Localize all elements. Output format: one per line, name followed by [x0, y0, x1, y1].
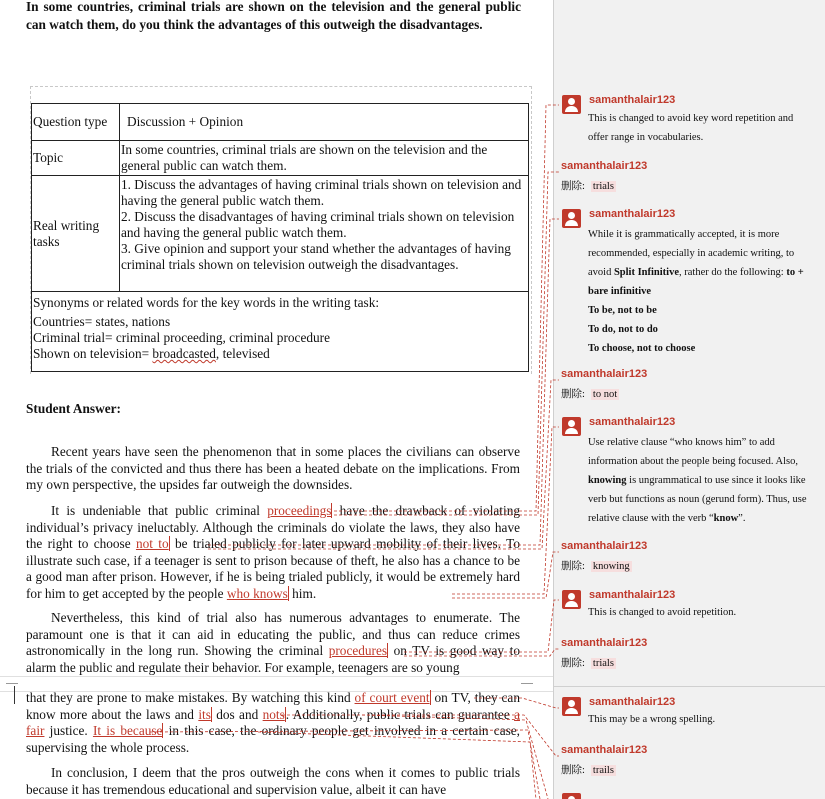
avatar: [562, 697, 581, 716]
synonym-criminal-trial: Criminal trial= criminal proceeding, criminal procedure: [33, 330, 330, 345]
comment-author: samanthalair123: [561, 540, 648, 552]
comment-author: samanthalair123: [561, 744, 648, 756]
comment-author: samanthalair123: [589, 94, 676, 106]
avatar: [562, 417, 581, 436]
comment-text-part: Use relative clause “who knows him” to add information about the people being focused. Also,: [588, 437, 798, 467]
essay-text: . Additionally, public trials can guarantee: [285, 706, 515, 722]
essay-paragraph-1: Recent years have seen the phenomenon that in some places the civilians can observe the trials of the convicted and thus there has been a heated debate on the implications. From my own perspective, the upsides far outweigh the downsides.: [26, 444, 520, 492]
comment-author: samanthalair123: [589, 208, 676, 220]
deletion-line: [561, 386, 619, 401]
real-task-item: 3. Give opinion and support your stand whether the advantages of having criminal trials shown on television outweigh the disadvantages.: [121, 241, 511, 272]
synonym-shown-suffix: , televised: [215, 346, 270, 361]
essay-text: Nevertheless, this kind of trial also has numerous advantages to enumerate. The paramount one is that it can aid in educating the public, and thus can reduce crimes astronomically in the long run. Showing the criminal: [26, 610, 520, 658]
inserted-text[interactable]: nots: [262, 706, 285, 722]
comment-text-part: While it is grammatically accepted, it is more recommended, especially in academic writing, to avoid: [588, 229, 795, 278]
comment-text-part: is ungrammatical to use since it looks like verb but functions as noun (gerund form). Thus, use relative clause with the verb “: [588, 475, 807, 524]
essay-paragraph-2: [26, 503, 520, 602]
delete-label: 删除:: [561, 765, 585, 776]
analysis-table: [31, 103, 529, 372]
delete-label: 删除:: [561, 658, 585, 669]
comment-author: samanthalair123: [561, 637, 648, 649]
topic-value: In some countries, criminal trials are shown on the television and the general public can watch them.: [120, 141, 529, 176]
table-row: [32, 176, 529, 292]
real-task-item: 1. Discuss the advantages of having criminal trials shown on television and having the general public watch them.: [121, 177, 522, 208]
essay-text: dos and: [211, 706, 263, 722]
comment-text: This is changed to avoid key word repetition and offer range in vocabularies.: [588, 113, 794, 143]
essay-text: be trialed publicly for later upward mobility of their lives. To illustrate such case, if a teenager is sent to prison because of theft, he also has a chance to be a good man after prison. However, if he is being trialed publicly, it would be extremely hard for him to get accepted by the people: [26, 536, 520, 601]
comment-author: samanthalair123: [561, 368, 648, 380]
comment-text-part: ”.: [738, 513, 746, 524]
table-row: [32, 141, 529, 176]
synonym-shown-on-tv: [33, 346, 527, 362]
essay-text: him.: [288, 585, 317, 601]
essay-text: in this case, the ordinary people get involved in a certain case, supervising the whole process.: [26, 723, 521, 755]
delete-label: 删除:: [561, 389, 585, 400]
synonyms-heading: Synonyms or related words for the key words in the writing task:: [33, 295, 380, 310]
deleted-text: trails: [592, 765, 614, 776]
deleted-text: trials: [592, 658, 614, 669]
comment-bold: Split Infinitive: [613, 267, 680, 278]
task-title: In some countries, criminal trials are shown on the television and the general public can watch them, do you think the advantages of this outweigh the disadvantages.: [26, 0, 521, 32]
deletion-line: [561, 178, 616, 193]
essay-paragraph-3: [26, 610, 520, 676]
delete-label: 删除:: [561, 561, 585, 572]
student-answer-heading: Student Answer:: [26, 401, 121, 416]
table-row: [32, 104, 529, 141]
question-type-label: Question type: [32, 104, 120, 141]
deletion-line: [561, 655, 616, 670]
comment-author: samanthalair123: [589, 416, 676, 428]
real-tasks-cell: [120, 176, 529, 292]
deleted-text: to not: [592, 389, 618, 400]
essay-text: on TV is good way to alarm the public and regulate their behavior. For example, teenagers are so young: [26, 643, 520, 675]
essay-text: It is undeniable that public criminal: [51, 503, 268, 518]
deleted-text: knowing: [592, 561, 630, 572]
synonym-shown-prefix: Shown on television=: [33, 346, 153, 361]
comment-bold: to + bare infinitive: [588, 267, 804, 297]
real-task-item: 2. Discuss the disadvantages of having criminal trials shown on television and having the general public watch them.: [121, 209, 515, 240]
example-line: To be, not to be: [588, 305, 657, 316]
inserted-text[interactable]: It is because: [92, 723, 163, 738]
comments-pane: [553, 0, 825, 799]
comment-text-part: , rather do the following:: [679, 267, 787, 278]
page-corner-mark: [6, 683, 18, 684]
question-type-value: Discussion + Opinion: [120, 104, 529, 141]
spelling-flag: broadcasted: [152, 346, 216, 361]
avatar: [562, 95, 581, 114]
inserted-text[interactable]: who knows: [226, 585, 288, 601]
page-corner-mark: [521, 683, 533, 684]
comment-text: This may be a wrong spelling.: [588, 714, 716, 725]
avatar: [562, 209, 581, 228]
comment-text: [588, 225, 816, 358]
inserted-text[interactable]: a fair: [26, 706, 520, 738]
inserted-text[interactable]: its: [198, 706, 211, 722]
essay-text: have the drawback of violating individual’s privacy ineluctably. Although the criminals do violate the laws, they also have the right to choose: [26, 503, 520, 551]
essay-paragraph-4: In conclusion, I deem that the pros outweigh the cons when it comes to public trials because it has tremendous educational and supervision value, albeit it can have: [26, 765, 520, 797]
inserted-text[interactable]: procedures: [328, 643, 388, 658]
example-line: To choose, not to choose: [588, 343, 696, 354]
example-line: To do, not to do: [588, 324, 658, 335]
comment-author: samanthalair123: [589, 696, 676, 708]
comment-author: samanthalair123: [589, 589, 676, 601]
deleted-text: trials: [592, 181, 614, 192]
avatar: [562, 590, 581, 609]
delete-label: 删除:: [561, 181, 585, 192]
inserted-text[interactable]: of court event: [354, 690, 430, 705]
table-row: [32, 292, 529, 372]
comment-bold: knowing: [588, 475, 627, 486]
inserted-text[interactable]: not to: [135, 536, 169, 551]
avatar: [562, 793, 581, 799]
topic-label: Topic: [32, 141, 120, 176]
deletion-line: [561, 558, 632, 573]
real-tasks-label: Real writing tasks: [32, 176, 120, 292]
essay-text: on TV, they can know more about the laws and: [26, 690, 520, 722]
comment-author: samanthalair123: [561, 160, 648, 172]
essay-text: that they are prone to make mistakes. By watching this kind: [26, 690, 355, 705]
inserted-text[interactable]: proceedings: [267, 503, 332, 518]
page-separator: [554, 686, 825, 687]
comment-bold: know: [713, 513, 739, 524]
text-cursor: [14, 686, 15, 704]
comment-text: This is changed to avoid repetition.: [588, 607, 737, 618]
synonyms-cell: [32, 292, 529, 372]
essay-text: justice.: [44, 723, 93, 738]
essay-paragraph-3-cont: [26, 690, 520, 756]
deletion-line: [561, 762, 616, 777]
synonym-countries: Countries= states, nations: [33, 314, 171, 329]
comment-text: [588, 433, 816, 528]
